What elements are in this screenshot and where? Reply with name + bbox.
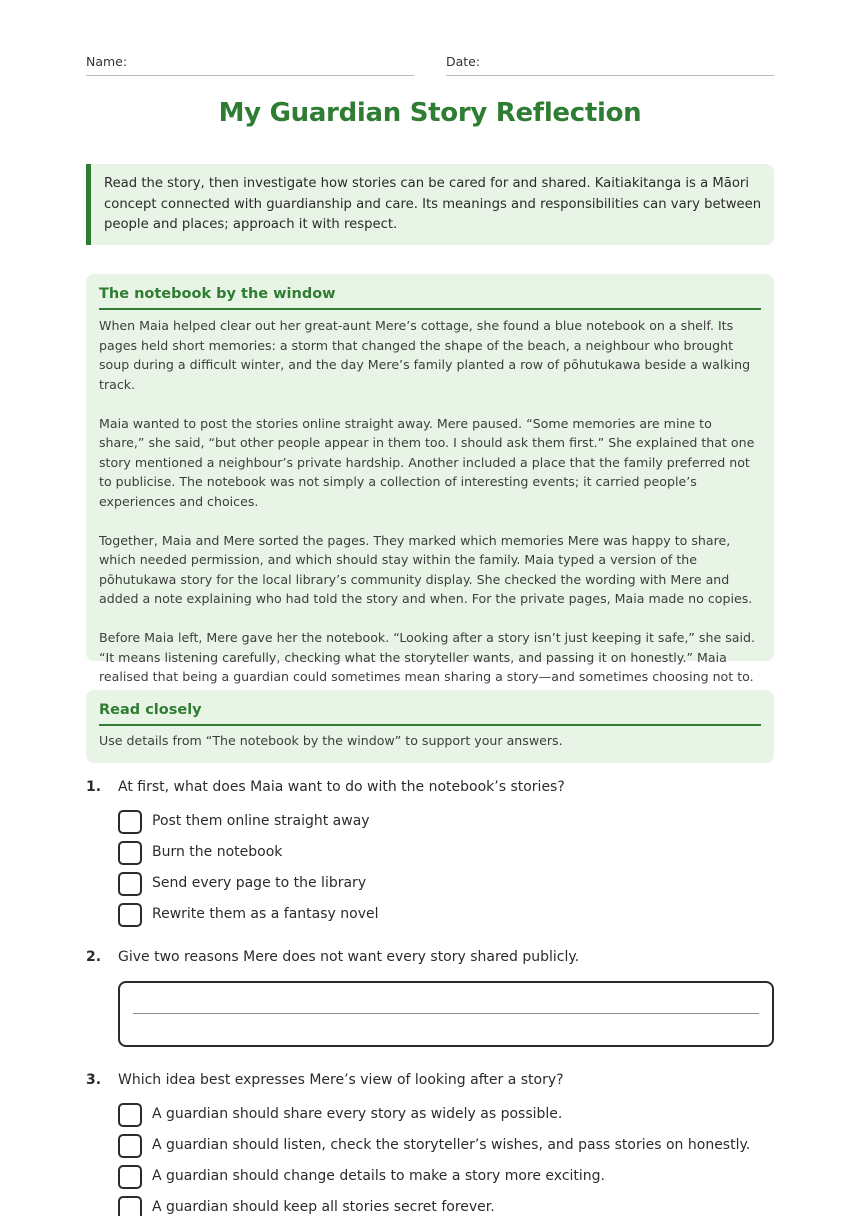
option-label: A guardian should keep all stories secret forever.: [152, 1199, 495, 1215]
checkbox[interactable]: [118, 872, 142, 896]
date-label: Date:: [446, 54, 481, 69]
name-label: Name:: [86, 54, 128, 69]
option-label: A guardian should listen, check the storyteller’s wishes, and pass stories on honestly.: [152, 1137, 751, 1153]
story-heading: The notebook by the window: [99, 286, 761, 310]
date-field[interactable]: [446, 54, 774, 76]
checkbox[interactable]: [118, 1196, 142, 1216]
checkbox[interactable]: [118, 1165, 142, 1189]
story-body: [99, 310, 761, 687]
checkbox[interactable]: [118, 1134, 142, 1158]
story-paragraph: Before Maia left, Mere gave her the notebook. “Looking after a story isn’t just keeping it safe,” she said. “It means listening carefully, checking what the storyteller wants, and passing it on honestly.” Maia realised that being a guardian could sometimes mean sharing a story—and sometimes choosing not to.: [99, 630, 755, 684]
story-paragraph: When Maia helped clear out her great-aunt Mere’s cottage, she found a blue notebook on a shelf. Its pages held short memories: a storm that changed the shape of the beach, a neighbour who brought soup during a difficult winter, and the day Mere’s family planted a row of pōhutukawa beside a walking track.: [99, 318, 751, 392]
read-closely-box: [86, 690, 774, 763]
checkbox[interactable]: [118, 841, 142, 865]
question-number: 2.: [86, 949, 102, 965]
checkbox[interactable]: [118, 903, 142, 927]
option-label: A guardian should change details to make a story more exciting.: [152, 1168, 606, 1184]
name-date-row: [86, 54, 774, 76]
intro-callout: Read the story, then investigate how stories can be cared for and shared. Kaitiakitanga is a Māori concept connected with guardianship and care. Its meanings and responsibilities can vary between people and places; approach it with respect.: [86, 164, 774, 245]
option-label: Burn the notebook: [152, 844, 283, 860]
question-number: 1.: [86, 779, 102, 795]
question-number: 3.: [86, 1072, 102, 1088]
question-text: Give two reasons Mere does not want every story shared publicly.: [118, 949, 580, 965]
story-box: [86, 274, 774, 684]
option-label: Post them online straight away: [152, 813, 370, 829]
read-closely-heading: Read closely: [99, 702, 761, 726]
story-paragraph: Maia wanted to post the stories online straight away. Mere paused. “Some memories are mine to share,” she said, “but other people appear in them too. I should ask them first.” She explained that one story mentioned a neighbour’s private hardship. Another included a place that the family preferred not to publicise. The notebook was not simply a collection of interesting events; it carried people’s experiences and choices.: [99, 415, 755, 509]
checkbox[interactable]: [118, 1103, 142, 1127]
option-label: Rewrite them as a fantasy novel: [152, 906, 379, 922]
option-label: A guardian should share every story as widely as possible.: [152, 1106, 563, 1122]
question-text: Which idea best expresses Mere’s view of looking after a story?: [118, 1072, 564, 1088]
page-title: My Guardian Story Reflection: [218, 98, 642, 128]
story-paragraph: Together, Maia and Mere sorted the pages. They marked which memories Mere was happy to share, which needed permission, and which should stay within the family. Maia typed a version of the pōhutukawa story for the local library’s community display. She checked the wording with Mere and added a note explaining who had told the story and when. For the private pages, Maia made no copies.: [99, 532, 753, 606]
question-text: At first, what does Maia want to do with the notebook’s stories?: [118, 779, 565, 795]
read-closely-instruction: Use details from “The notebook by the window” to support your answers.: [99, 733, 563, 748]
name-field[interactable]: [86, 54, 414, 76]
answer-line: [133, 1013, 759, 1014]
option-label: Send every page to the library: [152, 875, 367, 891]
checkbox[interactable]: [118, 810, 142, 834]
answer-box[interactable]: [118, 981, 774, 1047]
